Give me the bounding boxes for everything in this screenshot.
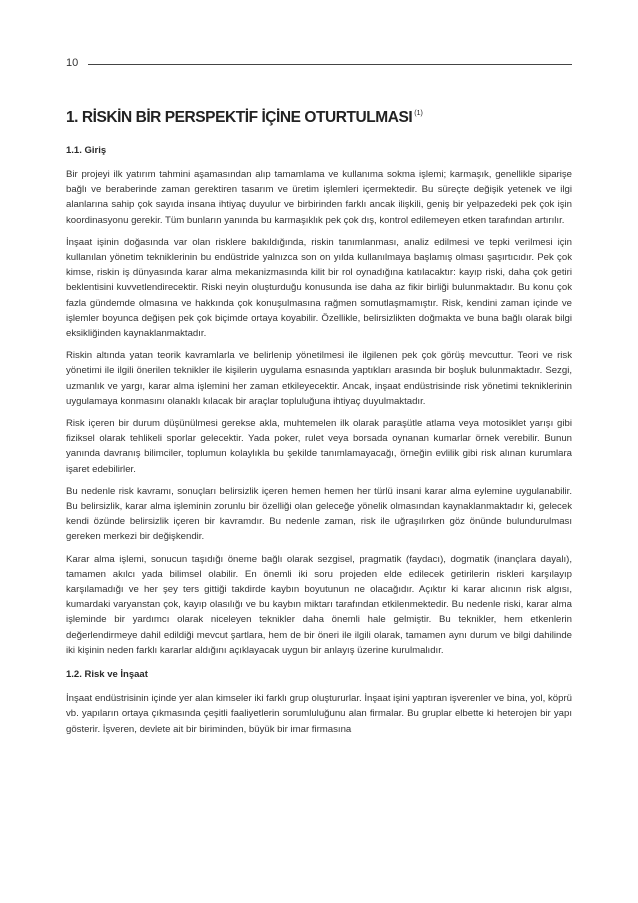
paragraph: Riskin altında yatan teorik kavramlarla ve belirlenip yönetilmesi ile ilgilenen pek çok görüş mevcuttur. Teori ve risk yönetimi ile ilgili önerilen teknikler ile kişilerin uygulama esnasında yaptıkları arasında bir boşluk bulunmaktadır. Sezgi, uzmanlık ve yargı, karar alma işlemini her zaman etkileyecektir. Ancak, inşaat endüstrisinde risk yönetimi tekniklerinin uygulamaya konmasını olanaklı kılacak bir araçlar topluluğuna ihtiyaç duyulmaktadır. [66,350,572,407]
page-content [66,103,572,737]
paragraph: Bu nedenle risk kavramı, sonuçları belirsizlik içeren hemen hemen her türlü insani karar alma eylemine uygulanabilir. Bu belirsizlik, karar alma işleminin zorunlu bir özelliği olan geleceğe yönelik olmasından kaynaklanmaktadır ki, gelecek kendi özünde belirsizlik içeren bir kavramdır. Bu nedenle zaman, risk ile uğraşılırken göz önünde bulundurulması gereken merkezi bir değişkendir. [66,485,572,543]
header-rule [88,64,572,65]
paragraph: Risk içeren bir durum düşünülmesi gerekse akla, muhtemelen ilk olarak paraşütle atlama veya motosiklet yarışı gibi fiziksel olarak tehlikeli sporlar gelecektir. Yada poker, rulet veya borsada oynanan kumarlar örnek verebilir. Bunun yanında davranış bilimciler, toplumun kolaylıkla bu şekilde tanımlamayacağı, örneğin evlilik gibi risk alınan kurumlara işaret edebilirler. [66,418,572,475]
footnote-reference: (1) [414,110,423,117]
section-heading-risk-and-construction: 1.2. Risk ve İnşaat [66,669,148,681]
paragraph: Bir projeyi ilk yatırım tahmini aşamasından alıp tamamlama ve kullanıma sokma işlemi; karmaşık, genellikle siparişe bağlı ve beraberinde zaman gerektiren tasarım ve üretim işlemleri içermektedir. Bu süreçte değişik yetenek ve ilgi alanlarına sahip çok sayıda insana ihtiyaç duyulur ve birbirinden farklı ancak ilişkili, geniş bir yelpazedeki pek çok işin koordinasyonu gerekir. Tüm bunların yanında bu karmaşıklık pek çok dış, kontrol edilemeyen etken tarafından artırılır. [66,169,572,226]
page-header [66,56,572,72]
paragraph: İnşaat işinin doğasında var olan risklere bakıldığında, riskin tanımlanması, analiz edilmesi ve tepki verilmesi için kullanılan yönetim tekniklerinin bu endüstride yalnızca son on yılda kullanılmaya başlamış olması şaşırtıcıdır. Pek çok kimse, riskin iş dünyasında karar alma mekanizmasında kilit bir rol oynadığına katılacaktır: kayıp riski, daha çok getiri beklentisini kuvvetlendirecektir. Riski neyin oluşturduğu konusunda ise daha az fikir birliği bulunmaktadır. Bu konu çok fazla gündemde olmasına ve hakkında çok konuşulmasına rağmen somutlaşmamıştır. Risk, kendini zaman içinde ve işlemler boyunca değişen pek çok biçimde ortaya koyabilir. Özellikle, belirsizlikten doğmakta ve buna bağlı olarak bilgi eksikliğinden kaynaklanmaktadır. [66,236,572,340]
paragraph: İnşaat endüstrisinin içinde yer alan kimseler iki farklı grup oluştururlar. İnşaat işini yaptıran işverenler ve bina, yol, köprü vb. yapıların ortaya çıkmasında çeşitli faaliyetlerin sorumluluğunu alan firmalar. Bu gruplar elbette ki heterojen bir yapı gösterir. İşveren, devlete ait bir biriminden, büyük bir imar firmasına [66,693,572,735]
chapter-title-text: 1. RİSKİN BİR PERSPEKTİF İÇİNE OTURTULMASI [66,109,413,126]
chapter-title [66,103,572,129]
page-number: 10 [66,57,79,69]
section-heading-introduction: 1.1. Giriş [66,145,107,156]
paragraph: Karar alma işlemi, sonucun taşıdığı öneme bağlı olarak sezgisel, pragmatik (faydacı), dogmatik (inançlara dayalı), tamamen akılcı yada bilimsel olabilir. En önemli iki soru projeden elde edilecek getirilerin riskleri karşılayıp karşılamadığı ve her şey ters gittiği takdirde kaybın boyutunun ne olacağıdır. Açıktır ki karar alıcının risk algısı, kumardaki varyanstan çok, kayıp olasılığı ve bu kaybın miktarı tarafından etkilenmektedir. Bu nedenle riski, karar alma işleminde bir yardımcı olarak niceleyen teknikler daha önemli hale gelmiştir. Bu teknikler, hem etkenlerin değerlendirmeye dahil edildiği mevcut şartlara, hem de bir öneri ile ilgili olarak, tamamen aynı durum ve bilgi dahilinde iki kişinin neden farklı kararlar aldığını açıklayacak uygun bir anlayış üzerine kurulmalıdır. [66,553,572,656]
